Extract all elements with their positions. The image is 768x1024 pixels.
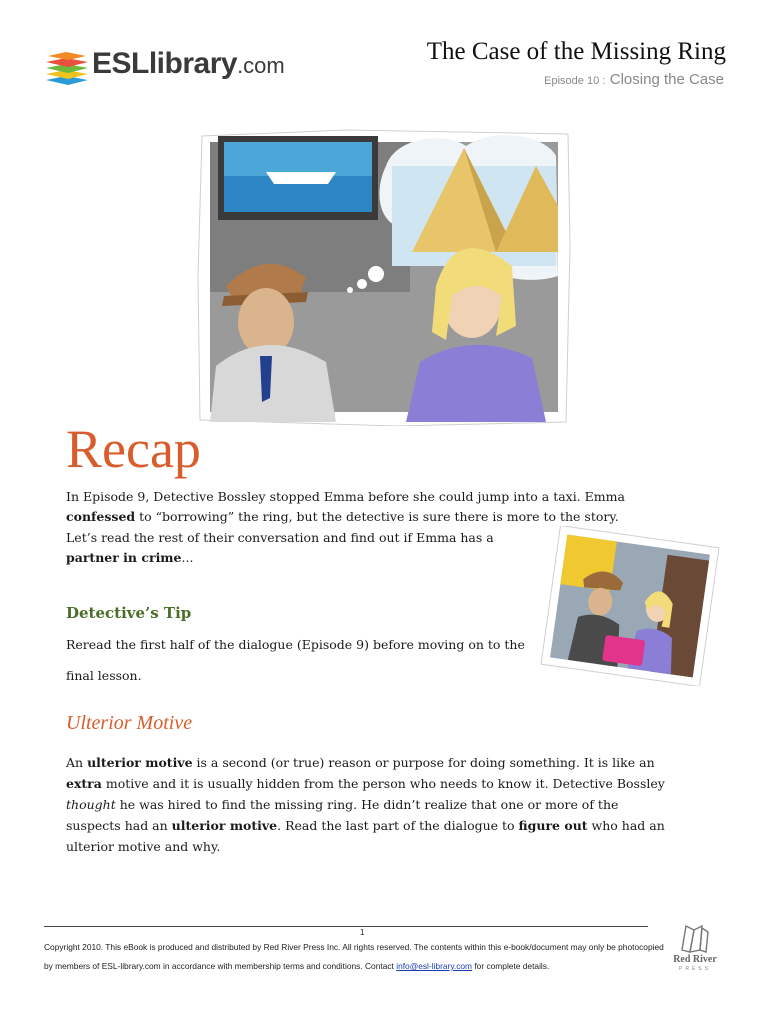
footer-divider bbox=[44, 926, 648, 927]
copyright-notice: Copyright 2010. This eBook is produced and distributed by Red River Press Inc. All rights reserved. The contents within this e-book/document may only be photocopied by members of ESL-library.com in accordance with membership terms and conditions. Contact info@esl-library.com for complete details. bbox=[44, 942, 664, 971]
keyword-ulterior-motive-2: ulterior motive bbox=[171, 818, 278, 833]
keyword-confessed: confessed bbox=[66, 509, 136, 524]
episode-title: Closing the Case bbox=[609, 71, 724, 88]
detectives-tip-heading: Detective’s Tip bbox=[66, 604, 192, 622]
page-number: 1 bbox=[360, 928, 365, 937]
keyword-extra: extra bbox=[66, 776, 102, 791]
recap-paragraph-2: Let’s read the rest of their conversation and find out if Emma has a partner in crime... bbox=[66, 530, 494, 565]
keyword-figure-out: figure out bbox=[518, 818, 588, 833]
red-river-press-name: Red River bbox=[673, 954, 717, 965]
episode-subtitle bbox=[544, 71, 724, 89]
emphasis-thought: thought bbox=[66, 797, 116, 812]
episode-label: Episode 10 : bbox=[544, 75, 606, 87]
keyword-partner-in-crime: partner in crime bbox=[66, 550, 182, 565]
ulterior-motive-paragraph: An ulterior motive is a second (or true) reason or purpose for doing something. It is like an extra motive and it is usually hidden from the person who needs to know it. Detective Bossley thought he was hired to find the missing ring. He didn’t realize that one or more of the suspects had an ulterior motive. Read the last part of the dialogue to figure out who had an ulterior motive and why. bbox=[66, 755, 665, 854]
logo-wordmark: ESLlibrary.com bbox=[92, 47, 285, 80]
ulterior-motive-heading: Ulterior Motive bbox=[66, 712, 193, 734]
document-title: The Case of the Missing Ring bbox=[426, 38, 726, 65]
detectives-tip-text: Reread the first half of the dialogue (Episode 9) before moving on to the final lesson. bbox=[66, 637, 525, 683]
secondary-illustration bbox=[540, 526, 720, 686]
contact-email-link[interactable]: info@esl-library.com bbox=[396, 961, 473, 971]
main-illustration bbox=[196, 126, 574, 426]
recap-heading: Recap bbox=[66, 419, 201, 479]
recap-paragraph-1: In Episode 9, Detective Bossley stopped Emma before she could jump into a taxi. Emma confessed to “borrowing” the ring, but the detective is sure there is more to the story. bbox=[66, 489, 625, 524]
keyword-ulterior-motive: ulterior motive bbox=[87, 755, 193, 770]
red-river-press-sub: PRESS bbox=[679, 966, 711, 972]
